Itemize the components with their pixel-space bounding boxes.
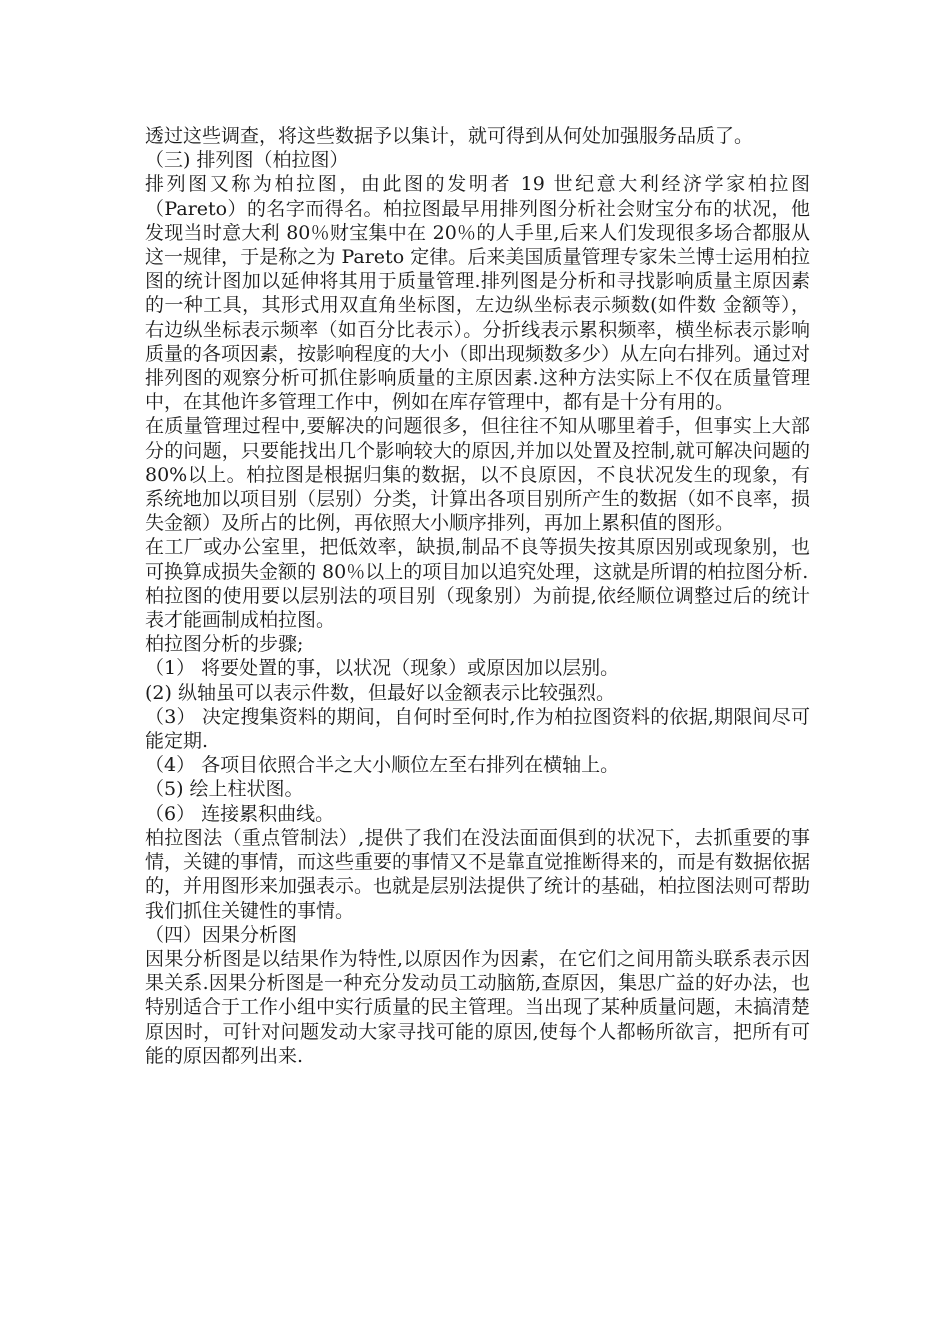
paragraph-pareto-definition: 排列图又称为柏拉图，由此图的发明者 19 世纪意大利经济学家柏拉图（Pareto）的名字而得名。柏拉图最早用排列图分析社会财宝分布的状况，他发现当时意大利 80％财宝集中在 20％的人手里,后来人们发现很多场合都服从这一规律，于是称之为 Pareto 定律。后来美国质量管理专家朱兰博士运用柏拉图的统计图加以延伸将其用于质量管理.排列图是分析和寻找影响质量主原因素的一种工具，其形式用双直角坐标图，左边纵坐标表示频数(如件数 金额等），右边纵坐标表示频率（如百分比表示）。分折线表示累积频率，横坐标表示影响质量的各项因素，按影响程度的大小（即出现频数多少）从左向右排列。通过对排列图的观察分析可抓住影响质量的主原因素.这种方法实际上不仅在质量管理中，在其他许多管理工作中，例如在库存管理中，都有是十分有用的。	[145, 173, 811, 414]
list-item-step-4: （4） 各项目依照合半之大小顺位左至右排列在横轴上。	[145, 754, 620, 777]
list-item-step-5: （5) 绘上柱状图。	[145, 778, 304, 801]
paragraph-pareto-purpose: 在质量管理过程中,要解决的问题很多，但往往不知从哪里着手，但事实上大部分的问题，只要能找出几个影响较大的原因,并加以处置及控制,就可解决问题的 80%以上。柏拉图是根据归集的数据，以不良原因，不良状况发生的现象，有系统地加以项目别（层别）分类，计算出各项目别所产生的数据（如不良率，损失金额）及所占的比例，再依照大小顺序排列，再加上累积值的图形。	[145, 415, 811, 535]
document-body	[145, 124, 810, 1068]
paragraph-pareto-precondition: 柏拉图的使用要以层别法的项目别（现象别）为前提,依经顺位调整过后的统计表才能画制成柏拉图。	[145, 584, 810, 632]
heading-cause-effect: （四）因果分析图	[145, 923, 298, 946]
list-item-step-2: (2) 纵轴虽可以表示件数，但最好以金额表示比较强烈。	[145, 681, 615, 704]
list-item-step-6: （6） 连接累积曲线。	[145, 802, 335, 825]
list-item-step-3: （3） 决定搜集资料的期间，自何时至何时,作为柏拉图资料的依据,期限间尽可能定期.	[145, 705, 810, 753]
paragraph-intro: 透过这些调查，将这些数据予以集计，就可得到从何处加强服务品质了。	[145, 125, 754, 147]
paragraph-pareto-factory: 在工厂或办公室里，把低效率，缺损,制品不良等损失按其原因别或现象别，也可换算成损失金额的 80％以上的项目加以追究处理，这就是所谓的柏拉图分析.	[145, 536, 810, 583]
heading-pareto-chart: （三) 排列图（柏拉图）	[145, 149, 349, 172]
list-item-step-1: （1） 将要处置的事，以状况（现象）或原因加以层别。	[145, 657, 620, 680]
heading-pareto-steps: 柏拉图分析的步骤;	[145, 633, 304, 656]
paragraph-cause-effect: 因果分析图是以结果作为特性,以原因作为因素，在它们之间用箭头联系表示因果关系.因果分析图是一种充分发动员工动脑筋,查原因，集思广益的好办法，也特别适合于工作小组中实行质量的民主管理。当出现了某种质量问题，未搞清楚原因时，可针对问题发动大家寻找可能的原因,使每个人都畅所欲言，把所有可能的原因都列出来.	[145, 947, 811, 1067]
paragraph-pareto-summary: 柏拉图法（重点管制法）,提供了我们在没法面面俱到的状况下，去抓重要的事情，关键的事情，而这些重要的事情又不是靠直觉推断得来的，而是有数据依据的，并用图形来加强表示。也就是层别法提供了统计的基础，柏拉图法则可帮助我们抓住关键性的事情。	[145, 826, 811, 922]
